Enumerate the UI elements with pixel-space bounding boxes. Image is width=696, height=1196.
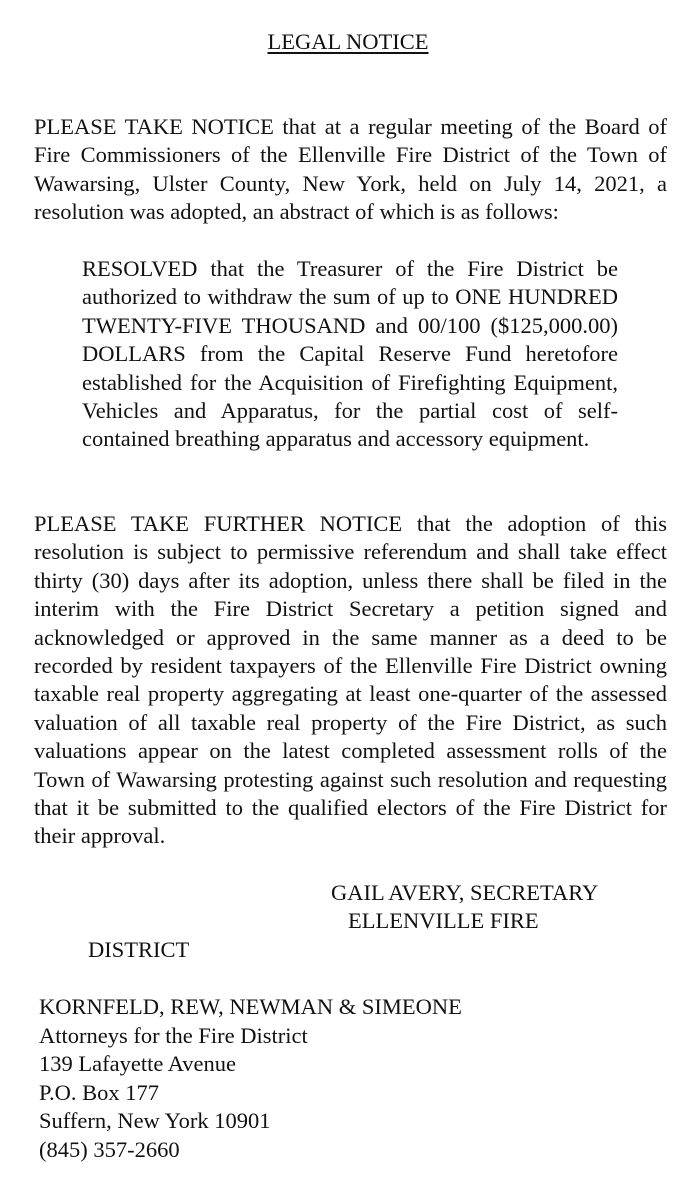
- attorney-phone: (845) 357-2660: [39, 1136, 180, 1162]
- attorney-city: Suffern, New York 10901: [39, 1108, 271, 1133]
- attorney-address-block: [39, 993, 462, 1164]
- notice-title: LEGAL NOTICE: [267, 29, 429, 54]
- attorney-po-box: P.O. Box 177: [39, 1079, 160, 1105]
- signature-organization: ELLENVILLE FIRE: [348, 908, 539, 933]
- signature-organization-cont: DISTRICT: [88, 937, 190, 962]
- notice-paragraph-referendum: PLEASE TAKE FURTHER NOTICE that the adoption of this resolution is subject to permissive referendum and shall take effect thirty (30) days after its adoption, unless there shall be filed in the interim with the Fire District Secretary a petition signed and acknowledged or approved in the same manner as a deed to be recorded by resident taxpayers of the Ellenville Fire District owning taxable real property aggregating at least one-quarter of the assessed valuation of all taxable real property of the Fire District, as such valuations appear on the latest completed assessment rolls of the Town of Wawarsing protesting against such resolution and requesting that it be submitted to the qualified electors of the Fire District for their approval.: [34, 511, 667, 849]
- notice-paragraph-intro: PLEASE TAKE NOTICE that at a regular meeting of the Board of Fire Commissioners of the Ellenville Fire District of the Town of Wawarsing, Ulster County, New York, held on July 14, 2021, a resolution was adopted, an abstract of which is as follows:: [34, 114, 667, 225]
- attorney-street: 139 Lafayette Avenue: [39, 1051, 236, 1076]
- resolution-text: RESOLVED that the Treasurer of the Fire District be authorized to withdraw the sum of up to ONE HUNDRED TWENTY-FIVE THOUSAND and 00/100 ($125,000.00) DOLLARS from the Capital Reserve Fund heretofore established for the Acquisition of Firefighting Equipment, Vehicles and Apparatus, for the partial cost of self-contained breathing apparatus and accessory equipment.: [82, 256, 618, 452]
- attorney-role: Attorneys for the Fire District: [39, 1022, 308, 1048]
- signature-name: GAIL AVERY, SECRETARY: [331, 880, 599, 905]
- attorney-firm-name: KORNFELD, REW, NEWMAN & SIMEONE: [39, 994, 462, 1019]
